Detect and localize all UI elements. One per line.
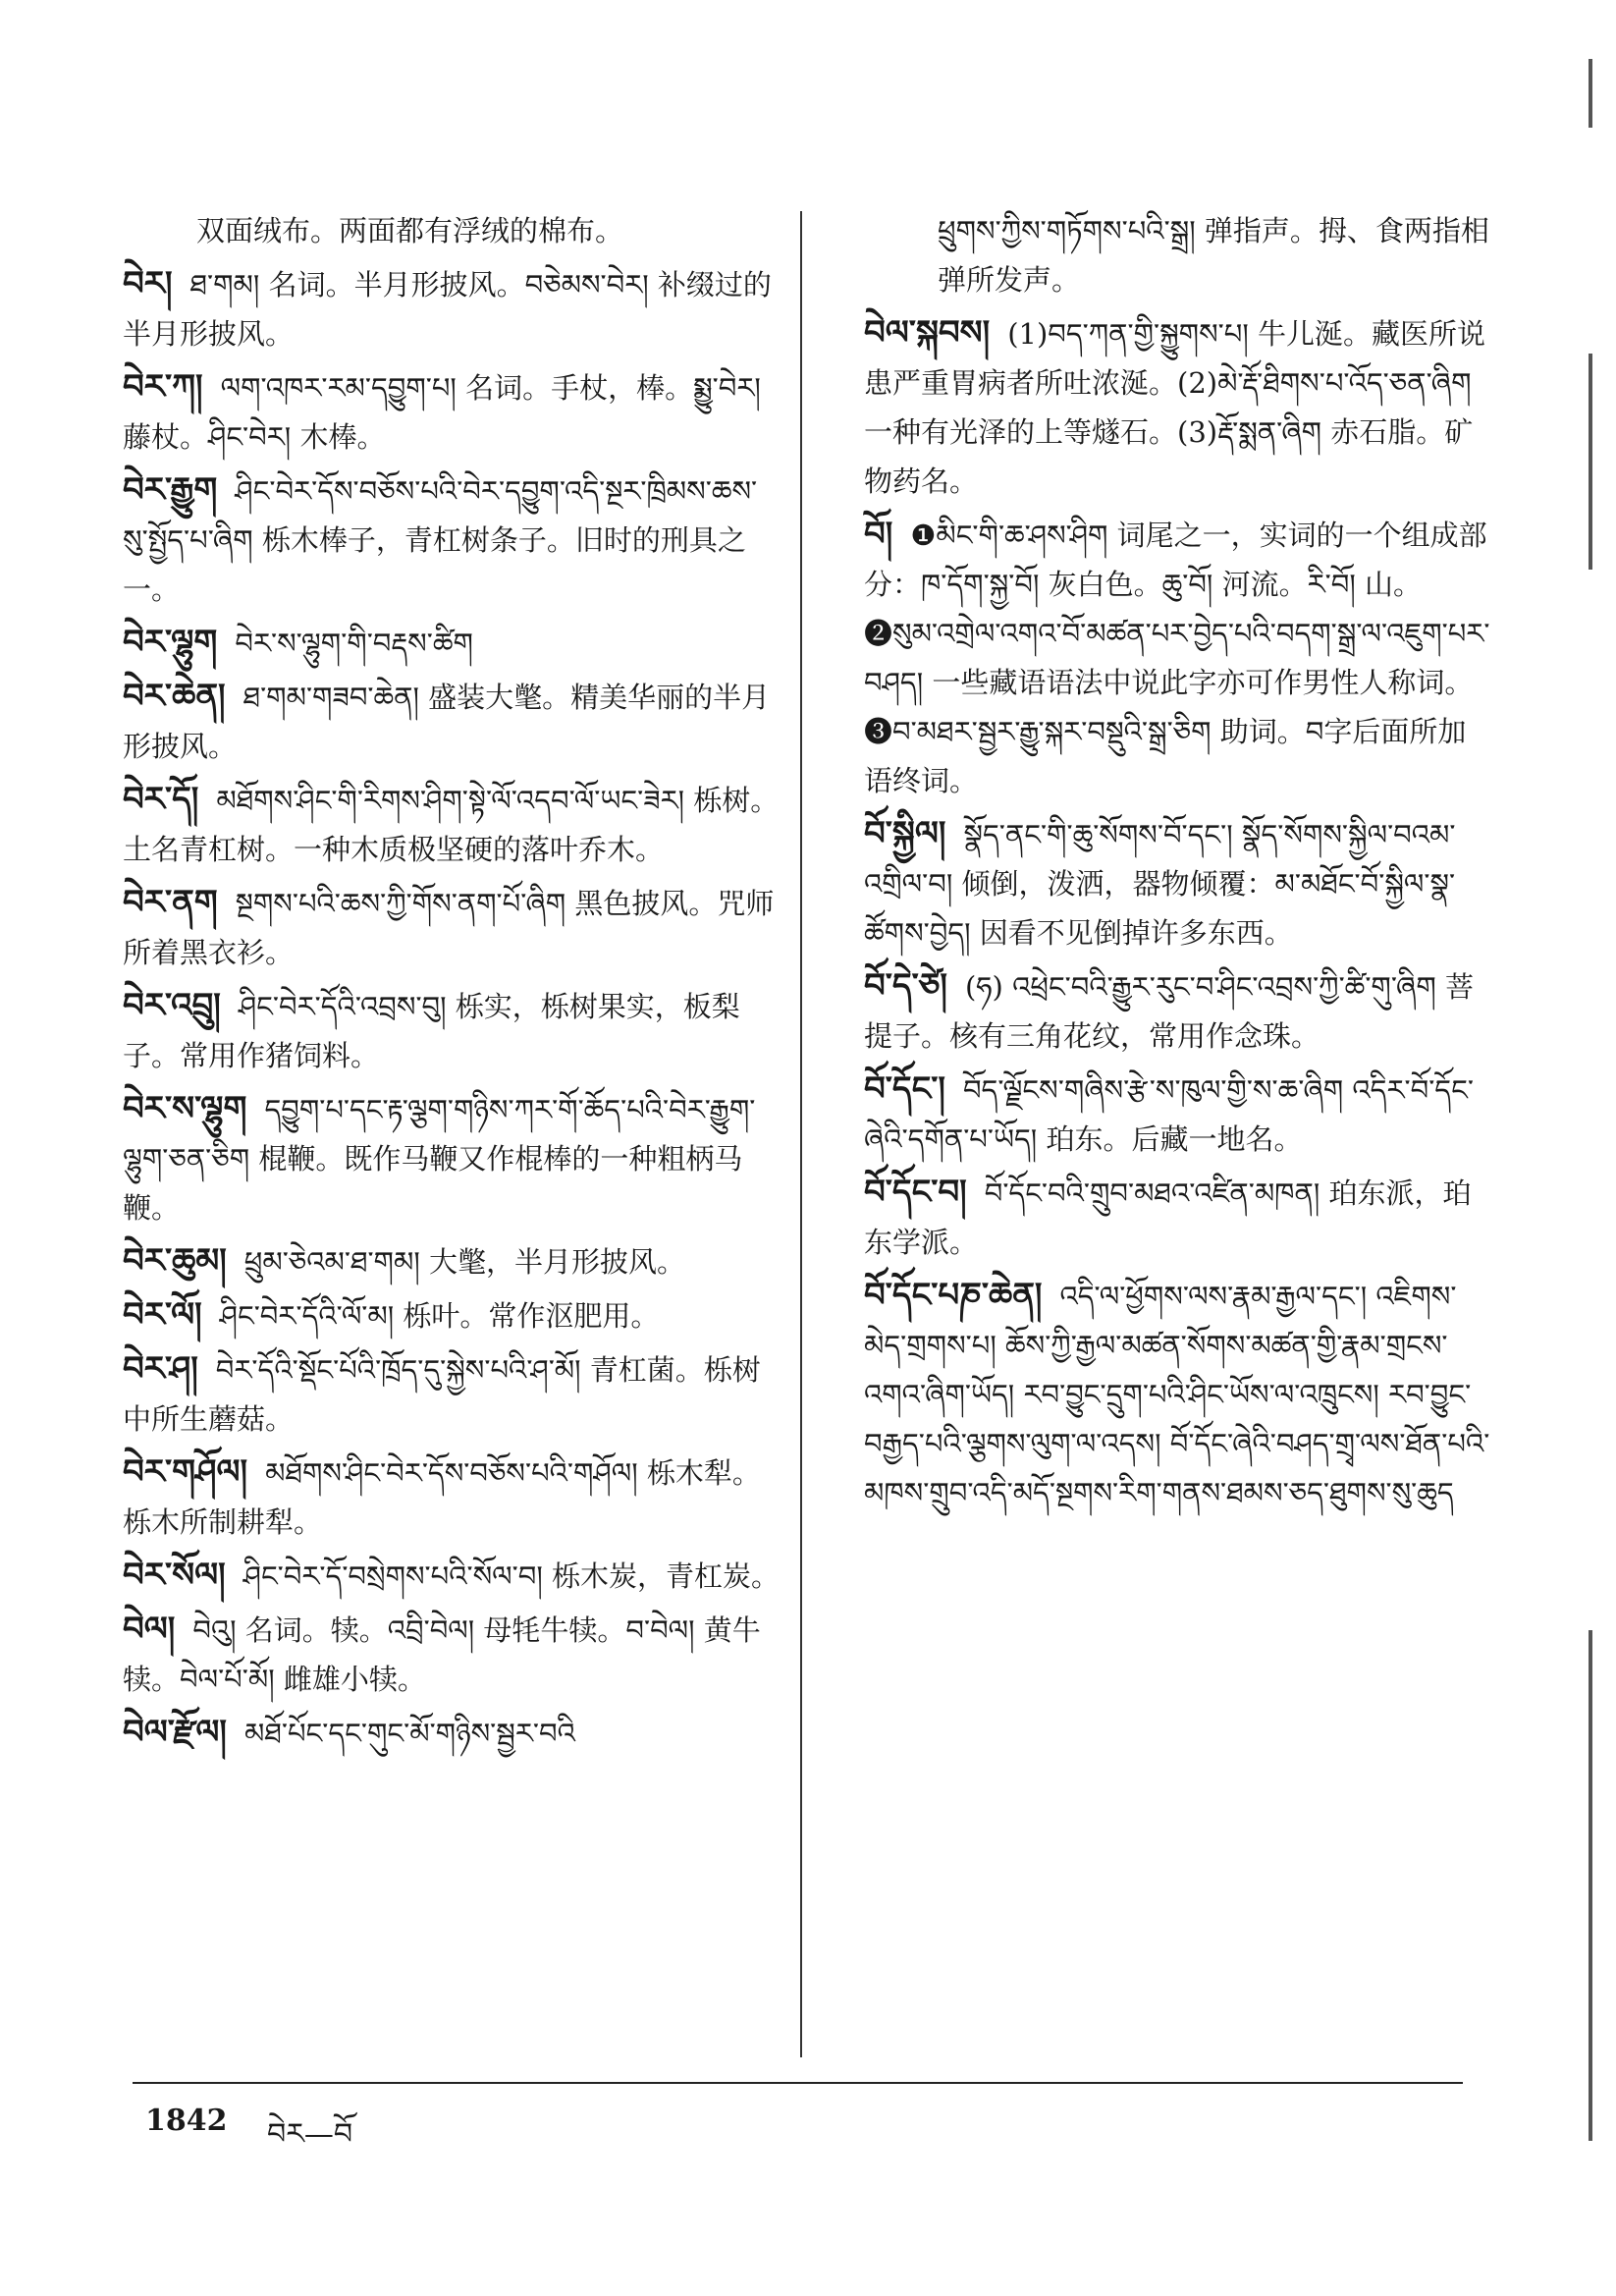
entry-headword: བེར་ཤ། <box>123 1349 198 1389</box>
dictionary-entry <box>864 308 1492 506</box>
entry-headword: བེར་ནག <box>123 883 218 922</box>
entry-definition: (ཧ) འཕྲེང་བའི་རྒྱུར་རུང་བ་ཤིང་འབྲས་ཀྱི་ཚི་གུ་ཞིག 菩提子。核有三角花纹，常用作念珠。 <box>864 970 1474 1053</box>
dictionary-entry <box>123 878 781 977</box>
entry-definition: འདི་ལ་ཕྱོགས་ལས་རྣམ་རྒྱལ་དང་། འཇིགས་མེད་གྲགས་པ། ཆོས་ཀྱི་རྒྱལ་མཚན་སོགས་མཚན་གྱི་རྣམ་གྲངས་འགའ་ཞིག་ཡོད། རབ་བྱུང་དྲུག་པའི་ཤིང་ཡོས་ལ་འཁྲུངས། རབ་བྱུང་བརྒྱད་པའི་ལྕགས་ལུག་ལ་འདས། བོ་དོང་ཞེའི་བཤད་གྲྭ་ལས་ཐོན་པའི་མཁས་གྲུབ་འདི་མདོ་སྔགས་རིག་གནས་ཐམས་ཅད་ཐུགས་སུ་ཆུད <box>864 1280 1490 1509</box>
entry-definition: ཤིང་བེར་དོས་བཅོས་པའི་བེར་དབྱུག་འདི་སྔར་ཁྲིམས་ཆས་སུ་སྤྱོད་པ་ཞིག 栎木棒子，青杠树条子。旧时的刑具之一。 <box>123 474 758 606</box>
entry-headword: བོ་སྐྱིལ། <box>864 814 946 853</box>
entry-headword: བེར་དོ། <box>123 780 199 819</box>
entry-definition: ཤིང་བེར་དོའི་ལོ་མ། 栎叶。常作沤肥用。 <box>219 1299 660 1333</box>
entry-headword: བེལ་རྫོལ། <box>123 1713 227 1752</box>
entry-headword: བེལ། <box>123 1610 176 1649</box>
running-head: བེར—བོ <box>267 2117 353 2152</box>
entry-definition: མཐོ་པོང་དང་གུང་མོ་གཉིས་སྦྱར་བའི <box>243 1717 575 1750</box>
dictionary-entry <box>123 672 781 771</box>
dictionary-entry <box>123 259 781 358</box>
entry-definition: མཐོགས་ཤིང་གི་རིགས་ཤིག་སྟེ་ལོ་འདབ་ལོ་ཡང་ཟེར། 栎树。土名青杠树。一种木质极坚硬的落叶乔木。 <box>123 784 780 866</box>
entry-headword: བེལ་སྐབས། <box>864 313 991 353</box>
dictionary-entry <box>864 1065 1492 1164</box>
entry-definition: བོད་ལྗོངས་གཞིས་རྩེ་ས་ཁུལ་གྱི་ས་ཆ་ཞིག འདིར་བོ་དོང་ཞེའི་དགོན་པ་ཡོད། 珀东。后藏一地名。 <box>864 1073 1474 1156</box>
entry-definition: ཐ་གམ་གཟབ་ཆེན། 盛装大氅。精美华丽的半月形披风。 <box>123 681 771 763</box>
entry-definition: བེར་ས་ལྷུག་གི་བརྡས་ཚིག <box>235 627 473 660</box>
entry-headword: བེར། <box>123 264 173 303</box>
entry-headword: བེར་ཆུམ། <box>123 1241 227 1281</box>
entry-definition: ཕྲུམ་ཅེའམ་ཐ་གམ། 大氅，半月形披风。 <box>243 1245 685 1279</box>
entry-headword: བོ་དོང་བ། <box>864 1173 967 1212</box>
entry-definition: སྔགས་པའི་ཆས་ཀྱི་གོས་ནག་པོ་ཞིག 黑色披风。咒师所着黑衣衫。 <box>123 887 775 969</box>
dictionary-entry <box>864 809 1492 957</box>
dictionary-entry <box>864 1271 1492 1517</box>
entry-headword: བེར་ལོ། <box>123 1295 202 1335</box>
continuation-text: ཕྲུགས་ཀྱིས་གཏོགས་པའི་སྒྲ། 弹指声。拇、食两指相弹所发声。 <box>938 214 1489 297</box>
entry-headword: བོ། <box>864 515 893 554</box>
dictionary-entry <box>123 1344 781 1444</box>
entry-definition: སྣོད་ནང་གི་ཆུ་སོགས་བོ་དང་། སྣོད་སོགས་སྐྱིལ་བའམ་འགྲིལ་བ། 倾倒，泼洒，器物倾覆：མ་མཐོང་བོ་སྐྱིལ་སྣ་ཚོགས་བྱེད། 因看不见倒掉许多东西。 <box>864 818 1456 950</box>
dictionary-entry <box>123 981 781 1080</box>
right-column <box>864 206 1492 1521</box>
dictionary-entry <box>123 1236 781 1286</box>
page-number: 1842 <box>145 2104 228 2138</box>
entry-definition: ཤིང་བེར་དོ་བསྲེགས་པའི་སོལ་བ། 栎木炭，青杠炭。 <box>242 1559 780 1593</box>
entry-definition: བེར་དོའི་སྡོང་པོའི་ཁྲོད་དུ་སྐྱེས་པའི་ཤ་མོ། 青杠菌。栎树中所生蘑菇。 <box>123 1353 761 1436</box>
entry-definition: ཐ་གམ། 名词。半月形披风。བཅེམས་བེར། 补缀过的半月形披风。 <box>123 268 772 351</box>
dictionary-entry <box>123 1708 781 1758</box>
entry-definition: ❶མིང་གི་ཆ་ཤས་ཤིག 词尾之一，实词的一个组成部分：ཁ་དོག་སྐྱ་བོ། 灰白色。ཆུ་བོ། 河流。རི་བོ། 山。❷སུམ་འགྲེལ་འགའ་བོ་མཚན་པར་བྱེད་པའི་བདག་སྒྲ་ལ་འཇུག་པར་བཤད། 一些藏语语法中说此字亦可作男性人称词。❸བ་མཐར་སྦྱར་རྒྱུ་སྐར་བསྡུའི་སྒྲ་ཅིག 助词。བ字后面所加语终词。 <box>864 519 1490 797</box>
entry-definition: (1)བད་ཀན་གྱི་སྐྱུགས་པ། 牛儿涎。藏医所说患严重胃病者所吐浓涎。(2)མེ་རྡོ་ཐིགས་པ་འོད་ཅན་ཞིག 一种有光泽的上等燧石。(3)རྡོ་སྨན་ཞིག 赤石脂。矿物药名。 <box>864 317 1485 498</box>
entry-list <box>123 259 781 1758</box>
entry-definition: བོ་དོང་བའི་གྲུབ་མཐའ་འཛིན་མཁན། 珀东派，珀东学派。 <box>864 1176 1472 1259</box>
entry-headword: བེར་འབྲུ། <box>123 986 221 1025</box>
scan-edge-mark <box>1589 1630 1592 2141</box>
dictionary-entry <box>123 775 781 874</box>
entry-headword: བེར་ཀ། <box>123 367 203 407</box>
entry-headword: བེར་ས་ལྷུག <box>123 1089 247 1128</box>
dictionary-entry <box>123 1551 781 1601</box>
entry-definition: བེའུ། 名词。犊。འབྲི་བེལ། 母牦牛犊。བ་བེལ། 黄牛犊。བེལ་པོ་མོ། 雌雄小犊。 <box>123 1613 761 1696</box>
dictionary-entry <box>864 1168 1492 1267</box>
entry-headword: བོ་དོང་པཎ་ཆེན། <box>864 1276 1043 1315</box>
dictionary-entry <box>123 362 781 462</box>
entry-definition: ལག་འཁར་རམ་དབྱུག་པ། 名词。手杖，棒。སྨྱུ་བེར། 藤杖。ཤིང་བེར། 木棒。 <box>123 371 761 454</box>
continuation-text: 双面绒布。两面都有浮绒的棉布。 <box>196 214 624 247</box>
dictionary-entry <box>123 618 781 668</box>
column-divider <box>800 211 802 2057</box>
entry-definition: ཤིང་བེར་དོའི་འབྲས་བུ། 栎实，栎树果实，板梨子。常用作猪饲料。 <box>123 990 740 1072</box>
scan-edge-mark <box>1589 59 1592 128</box>
scan-edge-mark <box>1589 354 1592 570</box>
dictionary-entry <box>123 1605 781 1704</box>
dictionary-entry <box>864 961 1492 1061</box>
dictionary-entry <box>123 1084 781 1232</box>
dictionary-entry <box>123 465 781 614</box>
dictionary-entry <box>123 1448 781 1547</box>
entry-headword: བོ་དོང་། <box>864 1069 945 1109</box>
entry-headword: བེར་སོལ། <box>123 1556 226 1595</box>
dictionary-entry <box>123 1290 781 1340</box>
entry-headword: བོ་དེ་ཙེ། <box>864 966 947 1006</box>
entry-list <box>864 308 1492 1517</box>
left-column <box>123 206 781 1762</box>
entry-headword: བེར་རྒྱུག <box>123 470 218 510</box>
entry-headword: བེར་ཆེན། <box>123 677 226 716</box>
entry-definition: མཐོགས་ཤིང་བེར་དོས་བཅོས་པའི་གཤོལ། 栎木犁。栎木所制耕犁。 <box>123 1456 761 1539</box>
footer-rule <box>133 2082 1463 2084</box>
entry-headword: བེར་གཤོལ། <box>123 1452 248 1492</box>
entry-definition: དབྱུག་པ་དང་རྟ་ལྕག་གཉིས་ཀར་གོ་ཆོད་པའི་བེར་རྒྱུག་ལྷུག་ཅན་ཅིག 棍鞭。既作马鞭又作棍棒的一种粗柄马鞭。 <box>123 1093 756 1225</box>
entry-headword: བེར་ལྷུག <box>123 623 218 662</box>
dictionary-entry <box>864 510 1492 805</box>
